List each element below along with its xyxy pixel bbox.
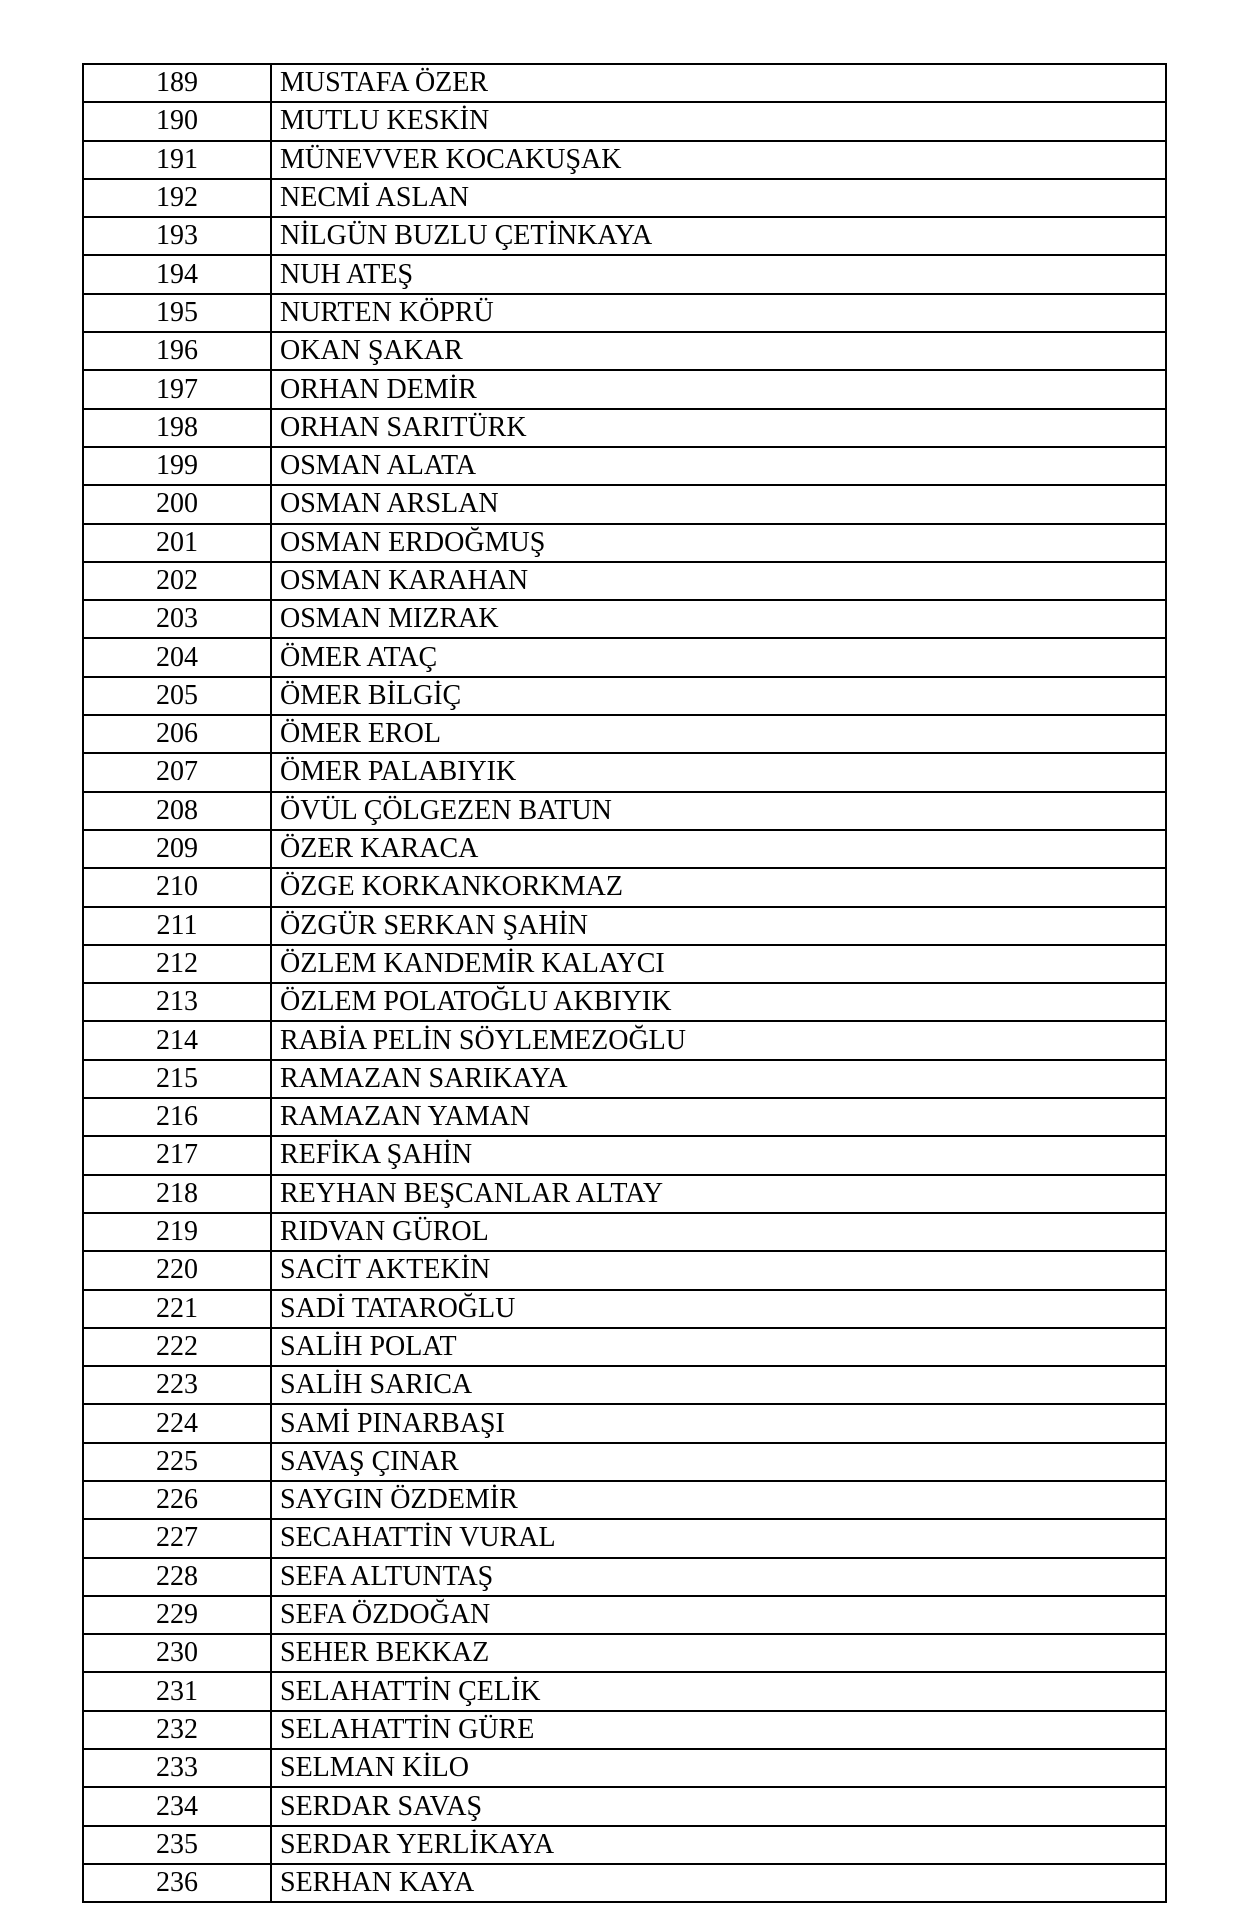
person-name-cell: REFİKA ŞAHİN — [271, 1136, 1166, 1174]
person-name-cell: NURTEN KÖPRÜ — [271, 294, 1166, 332]
person-name-cell: NİLGÜN BUZLU ÇETİNKAYA — [271, 217, 1166, 255]
row-number-cell: 221 — [83, 1290, 271, 1328]
table-row — [83, 907, 1166, 945]
row-number-cell: 196 — [83, 332, 271, 370]
row-number-cell: 195 — [83, 294, 271, 332]
row-number-cell: 210 — [83, 868, 271, 906]
person-name-cell: ÖZLEM KANDEMİR KALAYCI — [271, 945, 1166, 983]
table-row — [83, 332, 1166, 370]
person-name-cell: ÖMER ATAÇ — [271, 638, 1166, 676]
table-row — [83, 1366, 1166, 1404]
row-number-cell: 193 — [83, 217, 271, 255]
person-name-cell: SALİH POLAT — [271, 1328, 1166, 1366]
person-name-cell: SACİT AKTEKİN — [271, 1251, 1166, 1289]
person-name-cell: ORHAN SARITÜRK — [271, 409, 1166, 447]
row-number-cell: 209 — [83, 830, 271, 868]
table-row — [83, 562, 1166, 600]
person-name-cell: MUTLU KESKİN — [271, 102, 1166, 140]
table-row — [83, 1251, 1166, 1289]
row-number-cell: 223 — [83, 1366, 271, 1404]
table-row — [83, 792, 1166, 830]
row-number-cell: 214 — [83, 1021, 271, 1059]
table-row — [83, 370, 1166, 408]
table-row — [83, 1634, 1166, 1672]
person-name-cell: SERDAR YERLİKAYA — [271, 1826, 1166, 1864]
row-number-cell: 234 — [83, 1787, 271, 1825]
row-number-cell: 218 — [83, 1175, 271, 1213]
row-number-cell: 192 — [83, 179, 271, 217]
person-name-cell: ÖMER PALABIYIK — [271, 753, 1166, 791]
row-number-cell: 190 — [83, 102, 271, 140]
table-row — [83, 715, 1166, 753]
person-name-cell: OSMAN ALATA — [271, 447, 1166, 485]
person-name-cell: SADİ TATAROĞLU — [271, 1290, 1166, 1328]
table-row — [83, 1864, 1166, 1902]
table-row — [83, 255, 1166, 293]
row-number-cell: 230 — [83, 1634, 271, 1672]
person-name-cell: OKAN ŞAKAR — [271, 332, 1166, 370]
row-number-cell: 231 — [83, 1672, 271, 1710]
table-row — [83, 179, 1166, 217]
table-row — [83, 945, 1166, 983]
person-name-cell: SEFA ALTUNTAŞ — [271, 1558, 1166, 1596]
table-body — [83, 64, 1166, 1902]
row-number-cell: 203 — [83, 600, 271, 638]
row-number-cell: 236 — [83, 1864, 271, 1902]
row-number-cell: 204 — [83, 638, 271, 676]
row-number-cell: 189 — [83, 64, 271, 102]
person-name-cell: RAMAZAN SARIKAYA — [271, 1060, 1166, 1098]
person-name-cell: SEHER BEKKAZ — [271, 1634, 1166, 1672]
row-number-cell: 194 — [83, 255, 271, 293]
table-row — [83, 1596, 1166, 1634]
person-name-cell: ÖZGÜR SERKAN ŞAHİN — [271, 907, 1166, 945]
table-row — [83, 1481, 1166, 1519]
table-row — [83, 1404, 1166, 1442]
person-name-cell: OSMAN ERDOĞMUŞ — [271, 524, 1166, 562]
table-row — [83, 983, 1166, 1021]
table-row — [83, 830, 1166, 868]
row-number-cell: 207 — [83, 753, 271, 791]
row-number-cell: 219 — [83, 1213, 271, 1251]
row-number-cell: 225 — [83, 1443, 271, 1481]
table-row — [83, 1787, 1166, 1825]
row-number-cell: 205 — [83, 677, 271, 715]
table-row — [83, 1021, 1166, 1059]
row-number-cell: 235 — [83, 1826, 271, 1864]
person-name-cell: ÖZLEM POLATOĞLU AKBIYIK — [271, 983, 1166, 1021]
row-number-cell: 226 — [83, 1481, 271, 1519]
person-name-cell: SELAHATTİN GÜRE — [271, 1711, 1166, 1749]
table-row — [83, 1443, 1166, 1481]
row-number-cell: 199 — [83, 447, 271, 485]
row-number-cell: 220 — [83, 1251, 271, 1289]
person-name-cell: SERDAR SAVAŞ — [271, 1787, 1166, 1825]
row-number-cell: 200 — [83, 485, 271, 523]
table-row — [83, 1519, 1166, 1557]
table-row — [83, 217, 1166, 255]
name-list-table — [82, 63, 1167, 1903]
table-row — [83, 1711, 1166, 1749]
row-number-cell: 216 — [83, 1098, 271, 1136]
table-row — [83, 1136, 1166, 1174]
person-name-cell: NUH ATEŞ — [271, 255, 1166, 293]
row-number-cell: 233 — [83, 1749, 271, 1787]
person-name-cell: REYHAN BEŞCANLAR ALTAY — [271, 1175, 1166, 1213]
person-name-cell: MUSTAFA ÖZER — [271, 64, 1166, 102]
person-name-cell: SERHAN KAYA — [271, 1864, 1166, 1902]
table-row — [83, 1672, 1166, 1710]
table-row — [83, 638, 1166, 676]
table-row — [83, 753, 1166, 791]
person-name-cell: OSMAN KARAHAN — [271, 562, 1166, 600]
person-name-cell: ÖZGE KORKANKORKMAZ — [271, 868, 1166, 906]
table-row — [83, 102, 1166, 140]
person-name-cell: OSMAN ARSLAN — [271, 485, 1166, 523]
table-row — [83, 1558, 1166, 1596]
table-row — [83, 64, 1166, 102]
table-row — [83, 600, 1166, 638]
row-number-cell: 229 — [83, 1596, 271, 1634]
row-number-cell: 224 — [83, 1404, 271, 1442]
person-name-cell: SECAHATTİN VURAL — [271, 1519, 1166, 1557]
person-name-cell: RAMAZAN YAMAN — [271, 1098, 1166, 1136]
person-name-cell: SELMAN KİLO — [271, 1749, 1166, 1787]
table-row — [83, 485, 1166, 523]
row-number-cell: 208 — [83, 792, 271, 830]
person-name-cell: ORHAN DEMİR — [271, 370, 1166, 408]
row-number-cell: 211 — [83, 907, 271, 945]
row-number-cell: 215 — [83, 1060, 271, 1098]
table-row — [83, 141, 1166, 179]
table-row — [83, 677, 1166, 715]
row-number-cell: 206 — [83, 715, 271, 753]
table-row — [83, 524, 1166, 562]
row-number-cell: 217 — [83, 1136, 271, 1174]
person-name-cell: ÖMER EROL — [271, 715, 1166, 753]
person-name-cell: SEFA ÖZDOĞAN — [271, 1596, 1166, 1634]
row-number-cell: 212 — [83, 945, 271, 983]
table-row — [83, 1328, 1166, 1366]
person-name-cell: ÖZER KARACA — [271, 830, 1166, 868]
table-row — [83, 868, 1166, 906]
row-number-cell: 191 — [83, 141, 271, 179]
person-name-cell: SALİH SARICA — [271, 1366, 1166, 1404]
row-number-cell: 213 — [83, 983, 271, 1021]
person-name-cell: ÖMER BİLGİÇ — [271, 677, 1166, 715]
person-name-cell: RIDVAN GÜROL — [271, 1213, 1166, 1251]
person-name-cell: SELAHATTİN ÇELİK — [271, 1672, 1166, 1710]
table-row — [83, 1826, 1166, 1864]
table-row — [83, 1098, 1166, 1136]
person-name-cell: NECMİ ASLAN — [271, 179, 1166, 217]
table-row — [83, 447, 1166, 485]
table-row — [83, 1290, 1166, 1328]
person-name-cell: SAVAŞ ÇINAR — [271, 1443, 1166, 1481]
person-name-cell: MÜNEVVER KOCAKUŞAK — [271, 141, 1166, 179]
row-number-cell: 232 — [83, 1711, 271, 1749]
row-number-cell: 228 — [83, 1558, 271, 1596]
person-name-cell: RABİA PELİN SÖYLEMEZOĞLU — [271, 1021, 1166, 1059]
person-name-cell: ÖVÜL ÇÖLGEZEN BATUN — [271, 792, 1166, 830]
table-row — [83, 1213, 1166, 1251]
table-row — [83, 409, 1166, 447]
row-number-cell: 227 — [83, 1519, 271, 1557]
row-number-cell: 197 — [83, 370, 271, 408]
row-number-cell: 202 — [83, 562, 271, 600]
person-name-cell: SAMİ PINARBAŞI — [271, 1404, 1166, 1442]
person-name-cell: SAYGIN ÖZDEMİR — [271, 1481, 1166, 1519]
person-name-cell: OSMAN MIZRAK — [271, 600, 1166, 638]
row-number-cell: 222 — [83, 1328, 271, 1366]
row-number-cell: 201 — [83, 524, 271, 562]
table-row — [83, 1175, 1166, 1213]
table-row — [83, 1749, 1166, 1787]
table-row — [83, 294, 1166, 332]
table-row — [83, 1060, 1166, 1098]
row-number-cell: 198 — [83, 409, 271, 447]
